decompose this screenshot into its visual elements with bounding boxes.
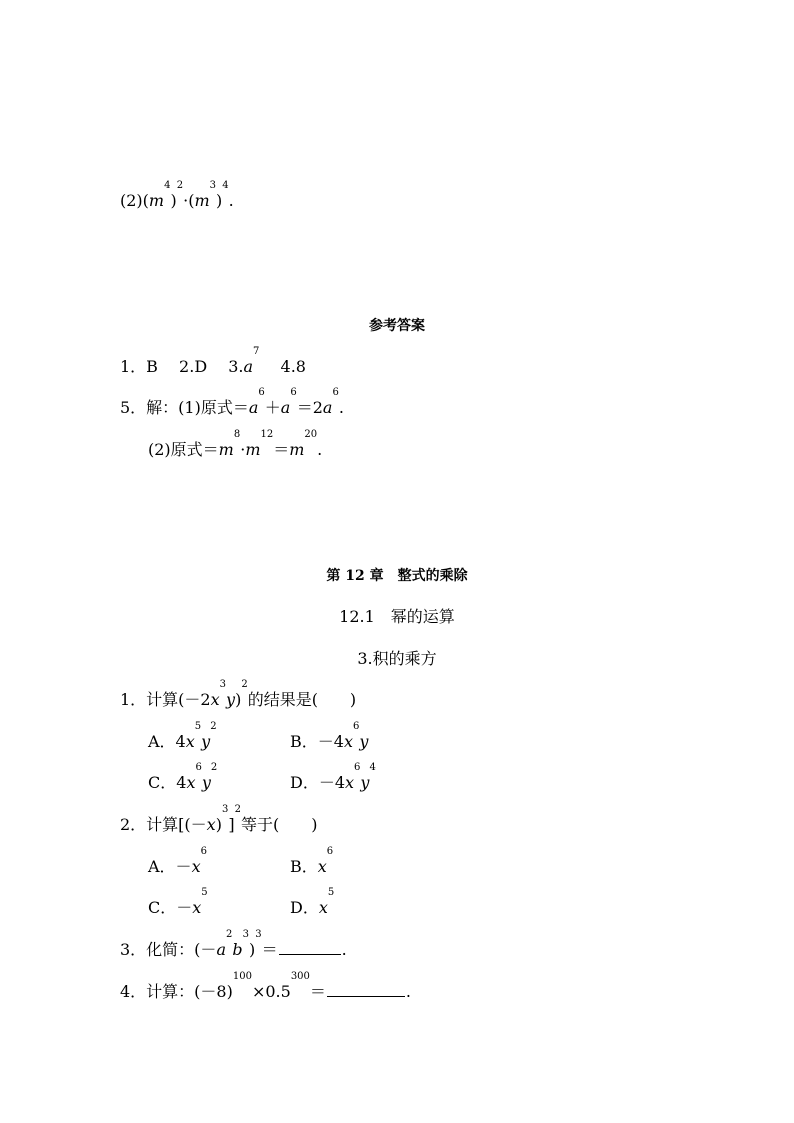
question-1: 1．计算$(-2x^3y)^2$的结果是( ) — [120, 679, 357, 709]
answers-line-1: 1．B 2.D $3.a^7$ 4.8 — [120, 346, 306, 376]
subsection-title: 3.积的乘方 — [357, 649, 437, 668]
q1-option-a[interactable]: A．$4x^5y^2$ — [148, 721, 217, 751]
answers-line-3: (2)原式$=m^8\cdot m^{12}=m^{20}$. — [148, 429, 323, 459]
q2-option-b[interactable]: B．$x^6$ — [290, 846, 334, 876]
question-4: 4．计算：$(-8)^{100}\times 0.5^{300}=$ . — [120, 971, 412, 1001]
chapter-title: 第 12 章 整式的乘除 — [326, 568, 468, 584]
answer-blank[interactable] — [279, 940, 341, 955]
q2-option-a[interactable]: A．$-x^6$ — [148, 846, 207, 876]
prev-problem-2: $(2)(m^4)^2\cdot(m^3)^4$. — [120, 180, 234, 210]
q1-option-c[interactable]: C．$4x^6y^2$ — [148, 762, 218, 792]
question-3: 3．化简：$(-a^2b^3)^3=$ . — [120, 929, 347, 959]
answers-title: 参考答案 — [369, 318, 425, 334]
q1-option-b[interactable]: B．$-4x^6y$ — [290, 721, 369, 751]
question-2: 2．计算$[(-x)^3]^2$等于( ) — [120, 804, 318, 834]
answers-line-2: 5．解：(1)原式$=a^6+a^6=2a^6$. — [120, 387, 344, 417]
answer-blank[interactable] — [327, 982, 405, 997]
q1-option-d[interactable]: D．$-4x^6y^4$ — [290, 762, 376, 792]
q2-option-c[interactable]: C．$-x^5$ — [148, 887, 208, 917]
section-title: 12.1 幂的运算 — [339, 607, 455, 626]
q2-option-d[interactable]: D．$x^5$ — [290, 887, 335, 917]
